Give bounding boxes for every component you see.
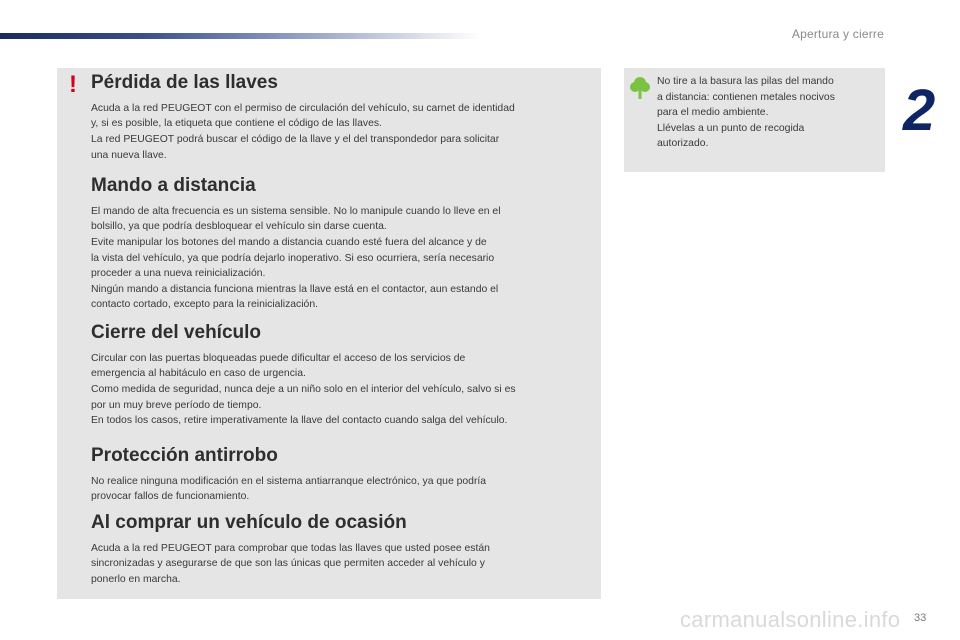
section-body: El mando de alta frecuencia es un sistema sensible. No lo manipule cuando lo lleve en el bolsillo, ya que podría desbloquear el vehículo sin darse cuenta. Evite manipular los botones del mando a distancia cuando esté fuera del alcance y de la vista del vehículo, ya que podría dejarlo inoperativo. Si eso ocurriera, sería necesario proceder a una nueva reinicialización. Ningún mando a distancia funciona mientras la llave está en el contactor, aun estando el contacto cortado, excepto para la reinicialización. [91,205,501,311]
section-title: Protección antirrobo [91,445,278,466]
section-body: Circular con las puertas bloqueadas puede dificultar el acceso de los servicios de emergencia al habitáculo en caso de urgencia. Como medida de seguridad, nunca deje a un niño solo en el interior del vehículo, salvo si es por un muy breve período de tiempo. En todos los casos, retire imperativamente la llave del contacto cuando salga del vehículo. [91,352,516,427]
section-used-vehicle [91,513,597,588]
section-body: Acuda a la red PEUGEOT para comprobar que todas las llaves que usted posee están sincronizadas y asegurarse de que son las únicas que permiten acceder al vehículo y ponerlo en marcha. [91,542,490,586]
section-header: Apertura y cierre [791,27,884,41]
section-title: Al comprar un vehículo de ocasión [91,512,407,533]
header-accent-bar [0,33,480,39]
section-title: Mando a distancia [91,175,256,196]
eco-note-panel [624,68,885,172]
warning-panel [57,68,601,599]
section-title: Pérdida de las llaves [91,72,278,93]
section-title: Cierre del vehículo [91,322,262,343]
warning-icon: ! [69,71,77,98]
section-anti-theft [91,446,597,505]
chapter-number: 2 [903,78,936,143]
section-body: No realice ninguna modificación en el sistema antiarranque electrónico, ya que podría provocar fallos de funcionamiento. [91,475,487,503]
page-number: 33 [914,612,927,624]
eco-note-text: No tire a la basura las pilas del mando a distancia: contienen metales nocivos para el medio ambiente. Llévelas a un punto de recogida autorizado. [657,76,835,150]
tree-icon [630,76,650,100]
section-lost-keys [91,73,597,163]
section-remote-control [91,176,597,313]
watermark: carmanualsonline.info [680,607,901,632]
section-vehicle-locking [91,323,597,429]
section-body: Acuda a la red PEUGEOT con el permiso de circulación del vehículo, su carnet de identidad y, si es posible, la etiqueta que contiene el código de las llaves. La red PEUGEOT podrá buscar el código de la llave y el del transpondedor para solicitar una nueva llave. [91,102,515,161]
